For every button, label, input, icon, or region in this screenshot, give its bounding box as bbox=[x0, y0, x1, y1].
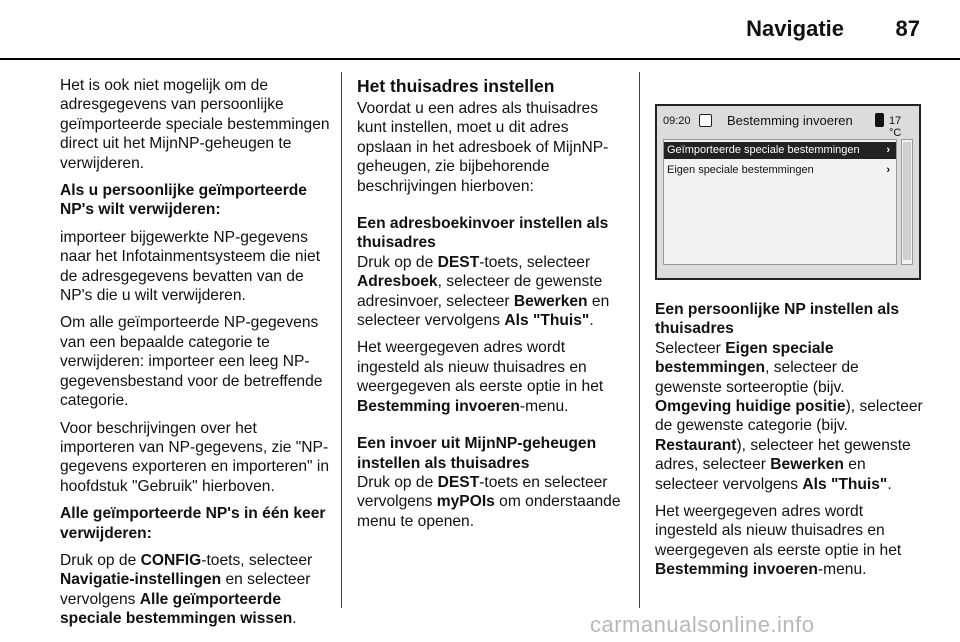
key-config: CONFIG bbox=[140, 551, 202, 569]
screen-title: Bestemming invoeren bbox=[727, 113, 853, 128]
paragraph-addressbook-steps: Druk op de DEST-toets, selecteer Adresboek, selecteer de gewenste adresinvoer, selecteer Bewerken en selecteer vervolgens Als "Thuis". bbox=[357, 253, 610, 330]
infotainment-screen-figure bbox=[655, 104, 921, 280]
paragraph-home-result: Het weergegeven adres wordt ingesteld als nieuw thuisadres en weergegeven als eerste optie in het Bestemming invoeren-menu. bbox=[357, 339, 604, 415]
screen-scrollbar[interactable] bbox=[901, 139, 913, 265]
paragraph-config-steps: Druk op de CONFIG-toets, selecteer Navigatie-instellingen en selecteer vervolgens Alle geïmporteerde speciale bestemmingen wissen. bbox=[60, 551, 313, 628]
column-divider-1 bbox=[341, 72, 342, 608]
paragraph-import-updated: importeer bijgewerkte NP-gegevens naar het Infotainmentsysteem die niet de adresgegevens bevatten van de NP's die u wilt verwijderen. bbox=[60, 228, 321, 305]
subheading-addressbook-home: Een adresboekinvoer instellen als thuisadres bbox=[357, 215, 609, 252]
menu-restaurant: Restaurant bbox=[655, 436, 737, 454]
screen-status-bar bbox=[663, 112, 913, 139]
chevron-right-icon: › bbox=[886, 164, 890, 176]
key-dest-2: DEST bbox=[437, 473, 480, 491]
column-middle bbox=[357, 76, 627, 539]
menu-bestemming-invoeren: Bestemming invoeren bbox=[357, 397, 520, 415]
column-left bbox=[60, 76, 332, 637]
section-title-home-address: Het thuisadres instellen bbox=[357, 76, 555, 96]
menu-als-thuis: Als "Thuis" bbox=[504, 312, 590, 330]
paragraph-personal-poi-steps: Selecteer Eigen speciale bestemmingen, selecteer de gewenste sorteeroptie (bijv. Omgeving huidige positie), selecteer de gewenste categorie (bijv. Restaurant), selecteer het gewenste adres, selecteer Bewerken en selecteer vervolgens Als "Thuis". bbox=[655, 339, 923, 493]
key-dest: DEST bbox=[437, 253, 480, 271]
paragraph-see-chapter: Voor beschrijvingen over het importeren van NP-gegevens, zie "NP-gegevens exporteren en importeren" in hoofdstuk "Gebruik" hierboven. bbox=[60, 419, 330, 495]
column-divider-2 bbox=[639, 72, 640, 608]
header-divider bbox=[0, 58, 960, 60]
subheading-personal-poi-home: Een persoonlijke NP instellen als thuisadres bbox=[655, 301, 900, 338]
menu-eigen-speciale: Eigen speciale bestemmingen bbox=[655, 339, 834, 377]
screen-menu-list bbox=[663, 139, 897, 265]
screen-temperature: 17 °C bbox=[889, 115, 902, 139]
clock-icon bbox=[699, 114, 712, 127]
menu-bewerken: Bewerken bbox=[513, 292, 588, 310]
page-number: 87 bbox=[895, 16, 920, 41]
menu-als-thuis-2: Als "Thuis" bbox=[802, 475, 888, 493]
menu-bestemming-invoeren-2: Bestemming invoeren bbox=[655, 561, 818, 579]
subheading-delete-personal: Als u persoonlijke geïmporteerde NP's wilt verwijderen: bbox=[60, 182, 307, 219]
screen-time: 09:20 bbox=[663, 115, 691, 127]
menu-mypois: myPOIs bbox=[436, 493, 495, 511]
menu-alle-wissen: Alle geïmporteerde speciale bestemmingen wissen bbox=[60, 590, 293, 628]
menu-navigatie-instellingen: Navigatie-instellingen bbox=[60, 571, 222, 589]
paragraph-intro: Het is ook niet mogelijk om de adresgegevens van persoonlijke geïmporteerde speciale bestemmingen direct uit het MijnNP-geheugen te verwijderen. bbox=[60, 77, 330, 172]
paragraph-mypoi-steps: Druk op de DEST-toets en selecteer vervolgens myPOIs om onderstaande menu te openen. bbox=[357, 473, 621, 530]
scrollbar-thumb[interactable] bbox=[903, 142, 911, 260]
watermark: carmanualsonline.info bbox=[590, 612, 815, 637]
column-right bbox=[655, 300, 925, 588]
subheading-mypoi-home: Een invoer uit MijnNP-geheugen instellen als thuisadres bbox=[357, 435, 597, 472]
menu-bewerken-2: Bewerken bbox=[770, 456, 844, 474]
paragraph-personal-result: Het weergegeven adres wordt ingesteld als nieuw thuisadres en weergegeven als eerste optie in het Bestemming invoeren-menu. bbox=[655, 503, 902, 579]
page-title: Navigatie bbox=[746, 16, 844, 41]
paragraph-import-empty: Om alle geïmporteerde NP-gegevens van een bepaalde categorie te verwijderen: importeer een leeg NP-gegevensbestand voor de betreffende categorie. bbox=[60, 314, 323, 410]
subheading-delete-all: Alle geïmporteerde NP's in één keer verwijderen: bbox=[60, 505, 326, 542]
phone-icon bbox=[875, 113, 884, 127]
screen-menu-item-own[interactable]: Eigen speciale bestemmingen › bbox=[664, 162, 896, 179]
chevron-right-icon: › bbox=[886, 144, 890, 156]
paragraph-home-intro: Voordat u een adres als thuisadres kunt instellen, moet u dit adres opslaan in het adresboek of MijnNP-geheugen, zie bijbehorende beschrijvingen hierboven: bbox=[357, 100, 609, 195]
page-header bbox=[0, 0, 960, 60]
menu-omgeving: Omgeving huidige positie bbox=[655, 398, 846, 416]
screen-menu-item-imported[interactable]: Geïmporteerde speciale bestemmingen › bbox=[664, 142, 896, 159]
menu-adresboek: Adresboek bbox=[357, 273, 438, 291]
